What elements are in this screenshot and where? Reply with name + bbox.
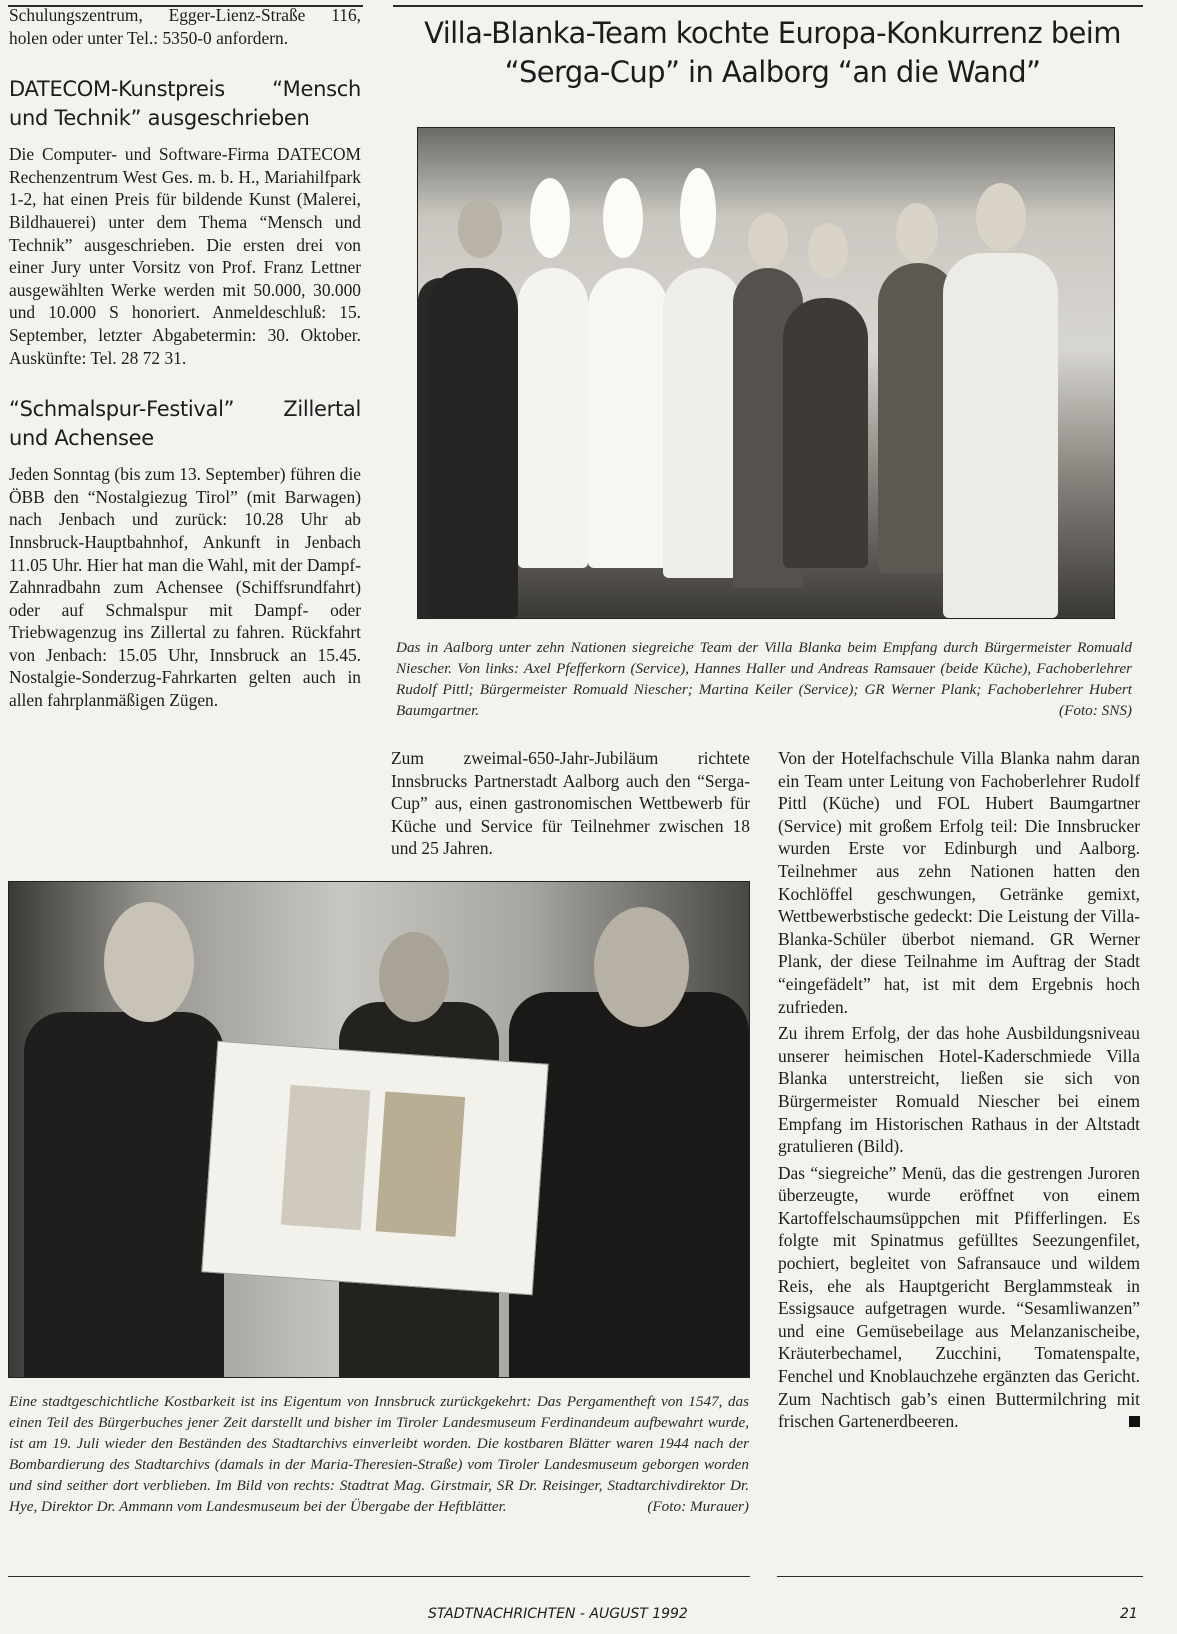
article-body-datecom: Die Computer- und Software-Firma DATECOM Rechenzentrum West Ges. m. b. H., Mariahilfpark 1-2, hat einen Preis für bildende Kunst (Malerei, Bildhauerei) unter dem Thema “Mensch und Technik” ausgeschrieben. Die ersten drei von einer Jury unter Vorsitz von Prof. Franz Lettner ausgewählten Werke werden mit 50.000, 30.000 und 10.000 S honoriert. Anmeldeschluß: 15. September, letzter Abgabetermin: 30. Oktober. Auskünfte: Tel. 28 72 31. xyxy=(9,144,361,368)
publication-name: STADTNACHRICHTEN - AUGUST 1992 xyxy=(428,1606,688,1622)
main-column-3 xyxy=(778,747,1140,1437)
intro-text: Schulungszentrum, Egger-Lienz-Straße 116, holen oder unter Tel.: 5350-0 anfordern. xyxy=(9,5,361,48)
article-title-datecom: DATECOM-Kunstpreis “Mensch und Technik” ausgeschrieben xyxy=(9,77,361,131)
archive-photo-credit: (Foto: Murauer) xyxy=(647,1498,749,1515)
archive-photo-caption-text: Eine stadtgeschichtliche Kostbarkeit ist ins Eigentum von Innsbruck zurückgekehrt: Das Pergamentheft von 1547, das einen Teil des Bürgerbuches jener Zeit darstellt und bisher im Tiroler Landesmuseum Ferdinandeum aufbewahrt wurde, ist am 19. Juli wieder den Beständen des Stadtarchivs einverleibt worden. Die kostbaren Blätter waren 1944 nach der Bombardierung des Stadtarchivs (damals in der Maria-Theresien-Straße) vom Tiroler Landesmuseum geborgen worden und sind seither dort verblieben. Im Bild von rechts: Stadtrat Mag. Girstmair, SR Dr. Reisinger, Stadtarchivdirektor Dr. Hye, Direktor Dr. Ammann vom Landesmuseum bei der Übergabe der Heftblätter. xyxy=(9,1393,749,1515)
main-column-2 xyxy=(391,747,750,864)
article-paragraph xyxy=(778,1162,1140,1433)
article-paragraph-text: Das “siegreiche” Menü, das die gestrengen Juroren überzeugte, wurde eröffnet von einem Kartoffelschaumsüppchen mit Pfifferlingen. Es folgte mit Spinatmus gefülltes Seezungenfilet, pochiert, begleitet von Safransauce und wildem Reis, ehe als Hauptgericht Berglammsteak in Essigsauce aufgetragen wurde. “Sesamliwanzen” und eine Gemüsebeilage aus Melanzanischeibe, Kräuterbechamel, Zucchini, Tomatenspalte, Fenchel und Knoblauchzehe ergänzten das Gericht. Zum Nachtisch gab’s einen Buttermilchring mit frischen Gartenerdbeeren. xyxy=(778,1162,1140,1432)
bottom-rule-right xyxy=(777,1576,1143,1577)
team-photo-caption xyxy=(396,637,1132,721)
end-mark-icon xyxy=(1129,1416,1140,1427)
page-number: 21 xyxy=(1120,1606,1138,1622)
team-photo xyxy=(417,127,1115,619)
archive-photo-caption xyxy=(9,1391,749,1517)
top-rule-right xyxy=(393,5,1143,7)
article-title-schmalspur: “Schmalspur-Festival” Zillertal und Achensee xyxy=(9,397,361,451)
article-paragraph: Zu ihrem Erfolg, der das hohe Ausbildungsniveau unserer heimischen Hotel-Kaderschmiede Villa Blanka unterstreicht, ließen sie sich von Bürgermeister Romuald Niescher bei einem Empfang im Historischen Rathaus in der Altstadt gratulieren (Bild). xyxy=(778,1023,1140,1157)
article-paragraph: Von der Hotelfachschule Villa Blanka nahm daran ein Team unter Leitung von Fachoberlehrer Rudolf Pittl (Küche) und FOL Hubert Baumgartner (Service) mit großem Erfolg teil: Die Innsbrucker wurden Erste vor Edinburgh und Aalborg. Teilnehmer aus zehn Nationen hatten den Kochlöffel geschwungen, Getränke gemixt, Wettbewerbstische gedeckt: Die Leistung der Villa-Blanka-Schüler überbot niemand. GR Werner Plank, der diese Teilnahme im Auftrag der Stadt “eingefädelt” hat, ist mit dem Ergebnis hoch zufrieden. xyxy=(778,748,1140,1017)
left-column xyxy=(9,4,361,716)
article-body-schmalspur: Jeden Sonntag (bis zum 13. September) führen die ÖBB den “Nostalgiezug Tirol” (mit Barwagen) nach Jenbach und zurück: 10.28 Uhr ab Innsbruck-Hauptbahnhof, Ankunft in Jenbach 11.05 Uhr. Hier hat man die Wahl, mit der Dampf-Zahnradbahn zum Achensee (Schiffsrundfahrt) oder auf Schmalspur mit Dampf- oder Triebwagenzug ins Zillertal zu fahren. Rückfahrt von Jenbach: 15.05 Uhr, Innsbruck an 15.45. Nostalgie-Sonderzug-Fahrkarten gelten auch in allen fahrplanmäßigen Zügen. xyxy=(9,464,361,711)
team-photo-caption-text: Das in Aalborg unter zehn Nationen siegreiche Team der Villa Blanka beim Empfang durch Bürgermeister Romuald Niescher. Von links: Axel Pfefferkorn (Service), Hannes Haller und Andreas Ramsauer (beide Küche), Fachoberlehrer Rudolf Pittl; Bürgermeister Romuald Niescher; Martina Keiler (Service); GR Werner Plank; Fachoberlehrer Hubert Baumgartner. xyxy=(396,639,1132,719)
article-intro: Zum zweimal-650-Jahr-Jubiläum richtete Innsbrucks Partnerstadt Aalborg auch den “Serga-Cup” aus, einen gastronomischen Wettbewerb für Küche und Service für Teilnehmer zwischen 18 und 25 Jahren. xyxy=(391,748,750,859)
team-photo-credit: (Foto: SNS) xyxy=(1059,702,1132,719)
archive-handover-photo xyxy=(8,881,750,1378)
main-headline: Villa-Blanka-Team kochte Europa-Konkurrenz beim “Serga-Cup” in Aalborg “an die Wand” xyxy=(424,16,1121,89)
bottom-rule-left xyxy=(8,1576,750,1577)
